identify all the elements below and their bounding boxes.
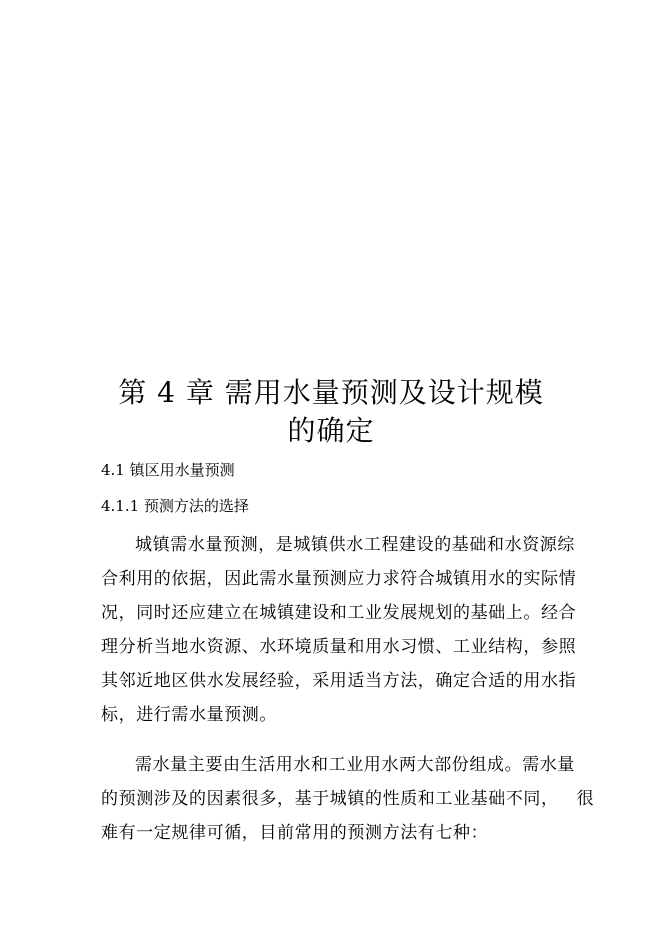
- paragraph-line: 城镇需水量预测，是城镇供水工程建设的基础和水资源综: [135, 535, 575, 555]
- chapter-title-line-1: 第 4 章 需用水量预测及设计规模: [118, 376, 544, 409]
- chapter-title-line-2: 的确定: [287, 414, 375, 447]
- chapter-title: [100, 374, 562, 450]
- paragraph-line: 况，同时还应建立在城镇建设和工业发展规划的基础上。经合: [101, 603, 577, 623]
- subsection-heading: 4.1.1 预测方法的选择: [101, 497, 249, 515]
- paragraph-line: 其邻近地区供水发展经验，采用适当方法，确定合适的用水指: [101, 671, 577, 691]
- paragraph-line: 的预测涉及的因素很多，基于城镇的性质和工业基础不同， 很: [101, 789, 595, 809]
- paragraph-line: 需水量主要由生活用水和工业用水两大部份组成。需水量: [135, 755, 575, 775]
- paragraph-line: 合利用的依据，因此需水量预测应力求符合城镇用水的实际情: [101, 569, 577, 589]
- section-heading: 4.1 镇区用水量预测: [101, 461, 235, 479]
- paragraph-line: 理分析当地水资源、水环境质量和用水习惯、工业结构，参照: [101, 637, 577, 657]
- body-paragraph-2: [101, 748, 595, 850]
- body-paragraph-1: [101, 528, 577, 732]
- paragraph-line: 难有一定规律可循，目前常用的预测方法有七种：: [101, 823, 489, 843]
- paragraph-line: 标，进行需水量预测。: [101, 705, 277, 725]
